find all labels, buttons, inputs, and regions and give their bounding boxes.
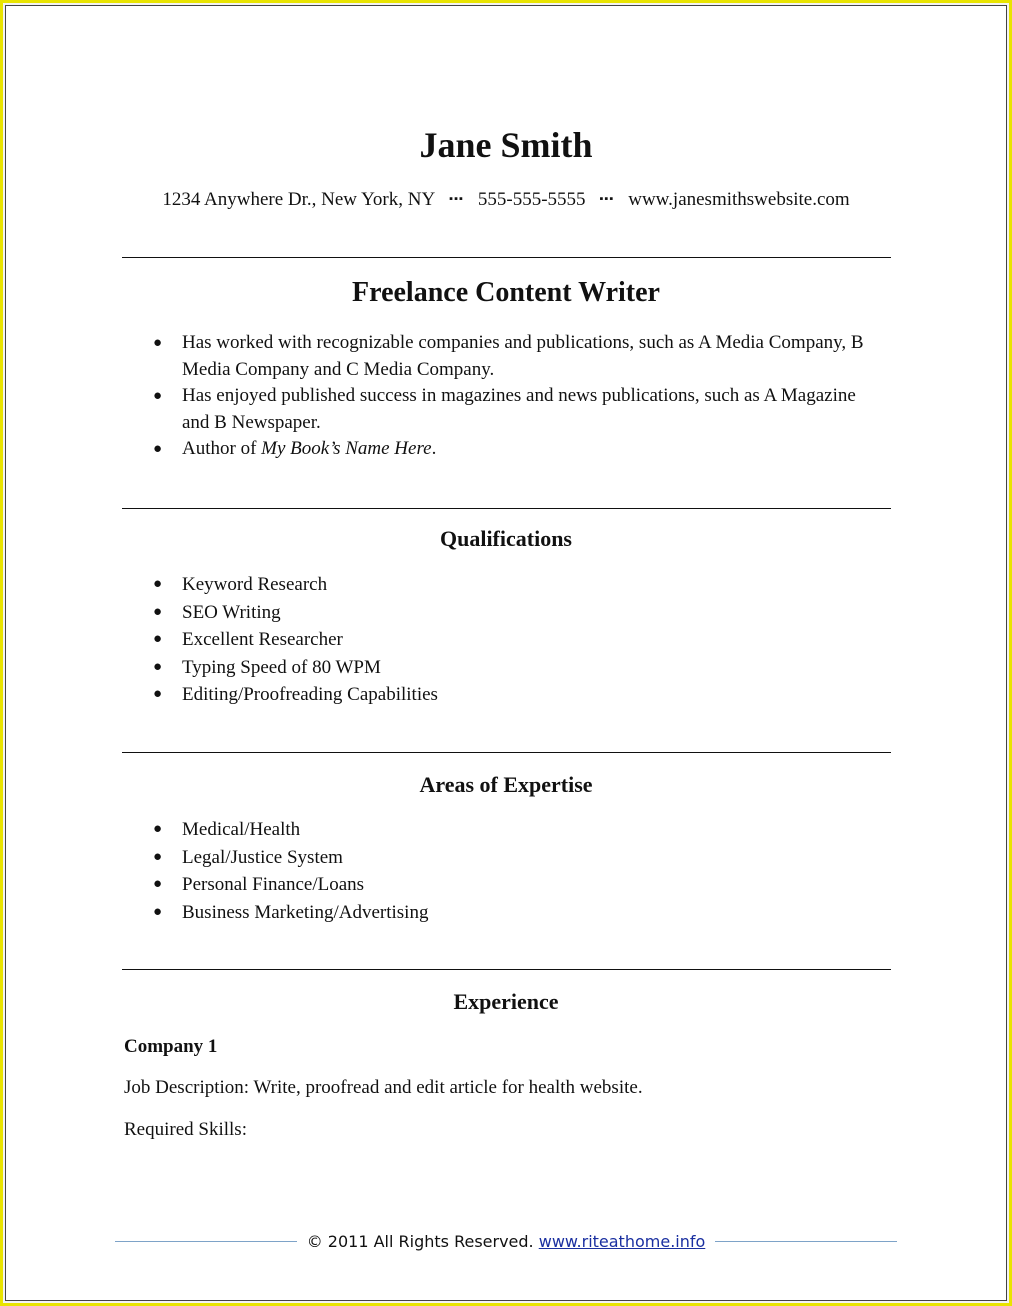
bullet-icon: ● [153,335,163,351]
list-item [150,844,885,872]
list-item [150,681,885,709]
list-item-text: SEO Writing [182,601,281,623]
headline-title: Freelance Content Writer [352,277,660,308]
list-item-text: Legal/Justice System [182,846,343,868]
list-item-text: Excellent Researcher [182,629,343,650]
list-item [150,599,885,627]
footer-rule [715,1241,897,1242]
bullet-icon: ● [153,658,163,675]
contact-address: 1234 Anywhere Dr., New York, NY [162,189,436,210]
list-item [150,626,885,654]
list-item-text: Editing/Proofreading Capabilities [182,684,438,705]
list-item: ● Author of My Book’s Name Here. [150,436,885,463]
bullet-icon: ● [153,848,163,865]
list-item [150,816,885,844]
required-skills: Required Skills: [124,1119,247,1140]
bullet-icon: ● [153,388,163,404]
list-item-text: Business Marketing/Advertising [182,901,429,923]
summary-list [150,330,885,463]
expertise-title: Areas of Expertise [419,772,593,797]
qualifications-list [150,571,885,709]
separator-icon: ▪▪▪ [599,193,615,205]
bullet-icon: ● [153,603,163,620]
experience-title: Experience [453,989,559,1014]
section-divider [122,257,891,258]
section-divider [122,508,891,509]
section-divider [122,969,891,970]
company-name: Company 1 [124,1036,218,1057]
list-item-text: Medical/Health [182,819,301,840]
qualifications-title: Qualifications [439,526,572,551]
job-description: Job Description: Write, proofread and edit article for health website. [124,1077,643,1098]
list-item [150,654,885,682]
copyright-text: © 2011 All Rights Reserved. [306,1231,534,1251]
footer-text [297,1232,716,1251]
contact-line [0,186,1012,213]
list-item [150,899,885,927]
list-item: ● Has enjoyed published success in magazines and news publications, such as A Magazine and B Newspaper. [153,385,856,433]
contact-phone: 555-555-5555 [477,189,586,210]
list-item-text: Personal Finance/Loans [182,874,365,895]
list-item-text: Keyword Research [182,574,328,595]
expertise-list [150,816,885,926]
footer-link[interactable]: www.riteathome.info [538,1231,706,1251]
contact-website: www.janesmithswebsite.com [628,189,850,210]
bullet-icon: ● [153,821,163,837]
bullet-icon: ● [153,631,163,647]
footer-rule [115,1241,297,1242]
bullet-icon: ● [153,576,163,592]
book-title: My Book’s Name Here [261,438,432,459]
bullet-icon: ● [153,903,163,920]
list-item [150,871,885,899]
resume-name: Jane Smith [419,125,593,165]
list-item-text: Typing Speed of 80 WPM [182,656,381,678]
list-item [150,571,885,599]
bullet-icon: ● [153,686,163,702]
bullet-icon: ● [153,876,163,892]
bullet-icon: ● [153,441,163,457]
list-item: ● Has worked with recognizable companies and publications, such as A Media Company, B Media Company and C Media Company. [153,332,864,380]
separator-icon: ▪▪▪ [449,193,464,205]
section-divider [122,752,891,753]
footer [115,1228,897,1254]
